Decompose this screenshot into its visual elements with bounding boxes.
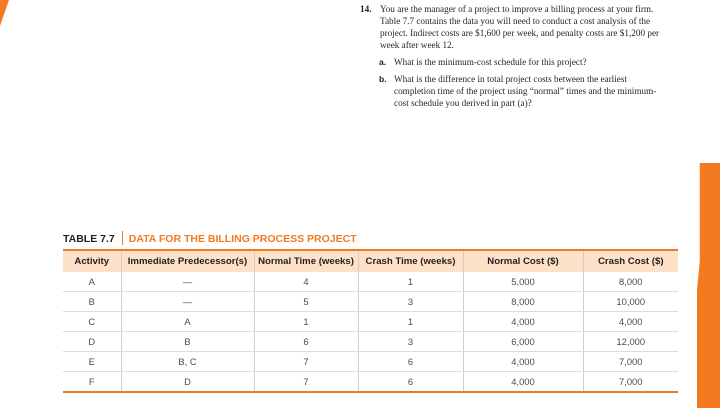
table-cell: 6 (358, 352, 463, 372)
part-text: What is the difference in total project costs between the earliest completion time of the project using “normal” times and the minimum-cost schedule you derived in part (a)? (394, 74, 657, 108)
table-header-row (63, 251, 678, 272)
table-cell: 10,000 (583, 292, 678, 312)
table-cell: 3 (358, 292, 463, 312)
table-cell: 1 (358, 312, 463, 332)
table-cell: 12,000 (583, 332, 678, 352)
part-letter: b. (379, 74, 387, 84)
table-cell: 4 (254, 272, 358, 292)
table-cell: D (63, 332, 121, 352)
decorative-corner-top-left (0, 0, 9, 26)
column-header: Crash Time (weeks) (358, 251, 463, 272)
table-cell: 4,000 (463, 352, 583, 372)
problem-number: 14. (360, 4, 372, 14)
problem-part-b (379, 73, 665, 109)
problem-part-a (379, 56, 665, 68)
table-cell: B (121, 332, 254, 352)
table-cell: 4,000 (463, 312, 583, 332)
table-cell: A (121, 312, 254, 332)
table-label: TABLE 7.7 (63, 233, 115, 245)
data-table (63, 249, 678, 393)
title-separator (122, 231, 123, 245)
table-cell: 6,000 (463, 332, 583, 352)
table-cell: 7,000 (583, 352, 678, 372)
column-header: Activity (63, 251, 121, 272)
table-cell: — (121, 292, 254, 312)
table-row (63, 272, 678, 292)
table-cell: 7 (254, 372, 358, 393)
table-caption: DATA FOR THE BILLING PROCESS PROJECT (128, 233, 357, 245)
table-cell: D (121, 372, 254, 393)
table-cell: 5,000 (463, 272, 583, 292)
column-header: Normal Cost ($) (463, 251, 583, 272)
table-cell: 4,000 (583, 312, 678, 332)
problem-stem: You are the manager of a project to improve a billing process at your firm. Table 7.7 contains the data you will need to conduct a cost analysis of the project. Indirect costs are $1,600 per week, and penalty costs are $1,200 per week after week 12. (380, 4, 660, 50)
table-row (63, 312, 678, 332)
table-cell: 3 (358, 332, 463, 352)
table-cell: F (63, 372, 121, 393)
part-letter: a. (379, 57, 387, 67)
table-cell: 5 (254, 292, 358, 312)
part-text: What is the minimum-cost schedule for this project? (394, 57, 587, 67)
table-row (63, 372, 678, 393)
table-cell: 7,000 (583, 372, 678, 393)
column-header: Normal Time (weeks) (254, 251, 358, 272)
table-cell: C (63, 312, 121, 332)
table-cell: 4,000 (463, 372, 583, 393)
table-cell: 6 (254, 332, 358, 352)
table-cell: B (63, 292, 121, 312)
table-cell: E (63, 352, 121, 372)
table-cell: 1 (254, 312, 358, 332)
column-header: Crash Cost ($) (583, 251, 678, 272)
table-cell: A (63, 272, 121, 292)
table-cell: 1 (358, 272, 463, 292)
table-cell: 8,000 (583, 272, 678, 292)
table-cell: 6 (358, 372, 463, 393)
table-cell: 8,000 (463, 292, 583, 312)
table-row (63, 292, 678, 312)
problem-block (360, 3, 665, 109)
table-row (63, 352, 678, 372)
table-title (63, 231, 357, 245)
table-cell: 7 (254, 352, 358, 372)
column-header: Immediate Predecessor(s) (121, 251, 254, 272)
table-cell: — (121, 272, 254, 292)
table-cell: B, C (121, 352, 254, 372)
table-row (63, 332, 678, 352)
decorative-edge-right (697, 163, 720, 408)
